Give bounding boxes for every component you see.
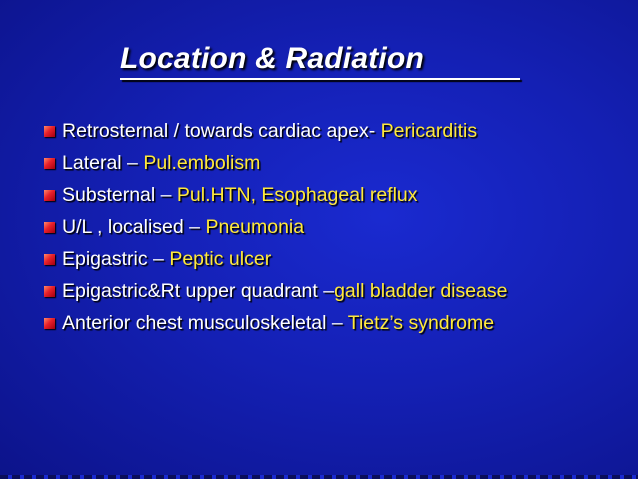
- bullet-item-anterior-chest: [44, 310, 624, 336]
- bullet-text: Retrosternal / towards cardiac apex-: [62, 120, 381, 142]
- bullet-highlight: Tietz’s syndrome: [347, 312, 495, 334]
- title-underline: [120, 78, 520, 80]
- slide-footer-bar: [0, 475, 638, 479]
- bullet-text: Epigastric –: [62, 248, 170, 270]
- bullet-text: Epigastric&Rt upper quadrant –: [62, 280, 335, 302]
- red-square-bullet-icon: [44, 190, 55, 201]
- bullet-highlight: gall bladder disease: [334, 280, 508, 302]
- bullet-item-epigastric: [44, 246, 624, 272]
- bullet-highlight: Peptic ulcer: [169, 248, 272, 270]
- bullet-item-lateral: [44, 150, 624, 176]
- red-square-bullet-icon: [44, 158, 55, 169]
- bullet-text: U/L , localised –: [62, 216, 206, 238]
- bullet-item-epigastric-rt-upper-quadrant: [44, 278, 624, 304]
- slide-title: Location & Radiation: [120, 42, 424, 75]
- red-square-bullet-icon: [44, 286, 55, 297]
- bullet-highlight: Pericarditis: [380, 120, 478, 142]
- bullet-list: [44, 118, 624, 342]
- bullet-item-substernal: [44, 182, 624, 208]
- bullet-item-localised: [44, 214, 624, 240]
- red-square-bullet-icon: [44, 222, 55, 233]
- bullet-text: Substernal –: [62, 184, 177, 206]
- bullet-item-retrosternal: [44, 118, 624, 144]
- bullet-highlight: Pul.HTN, Esophageal reflux: [176, 184, 418, 206]
- red-square-bullet-icon: [44, 254, 55, 265]
- bullet-text: Anterior chest musculoskeletal –: [62, 312, 348, 334]
- bullet-text: Lateral –: [62, 152, 144, 174]
- bullet-highlight: Pneumonia: [205, 216, 305, 238]
- red-square-bullet-icon: [44, 126, 55, 137]
- red-square-bullet-icon: [44, 318, 55, 329]
- bullet-highlight: Pul.embolism: [143, 152, 261, 174]
